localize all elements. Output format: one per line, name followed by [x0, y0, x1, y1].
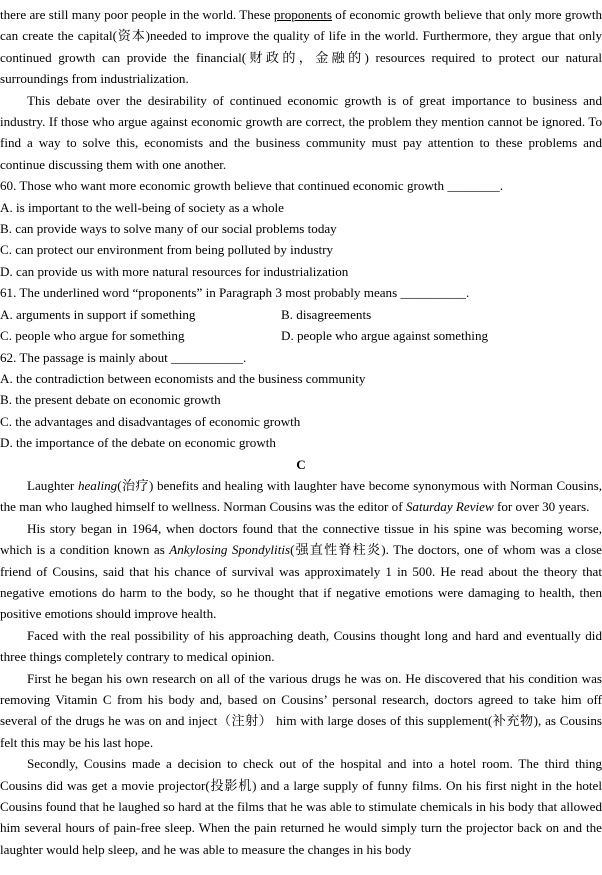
question-60-option-b: B. can provide ways to solve many of our social problems today — [0, 221, 337, 237]
question-61-option-a: A. arguments in support if something — [0, 306, 196, 322]
question-62-option-c: C. the advantages and disadvantages of economic growth — [0, 413, 301, 429]
paragraph-debate: This debate over the desirability of continued economic growth is of great importance to business and industry. If those who argue against economic growth are correct, the problem they mention cannot be ignored. To find a way to solve this, economists and the business community must pay attention to these problems and continue discussing them with one another. — [0, 92, 602, 172]
question-62-option-d: D. the importance of the debate on economic growth — [0, 435, 276, 451]
italic-term: Saturday Review — [405, 499, 494, 515]
paragraph-faced-death: Faced with the real possibility of his approaching death, Cousins thought long and hard and eventually did three things completely contrary to medical opinion. — [0, 627, 602, 665]
italic-term: Ankylosing Spondylitis — [169, 542, 291, 558]
question-61-option-d: D. people who argue against something — [281, 328, 489, 344]
section-heading: C — [296, 456, 306, 472]
question-61-options-row-2 — [0, 325, 602, 346]
italic-term: healing — [77, 477, 118, 493]
paragraph-laughter-healing — [0, 475, 602, 518]
question-60-option-d: D. can provide us with more natural resources for industrialization — [0, 263, 349, 279]
paragraph-text: there are still many poor people in the world. These — [0, 7, 274, 22]
question-60-stem: 60. Those who want more economic growth believe that continued economic growth ________. — [0, 178, 504, 194]
paragraph-text: (治疗) benefits and healing with laughter have become synonymous with Norman Cousins, the man who laughed himself to wellness. Norman Cousins was the editor of — [0, 477, 602, 515]
paragraph-own-research: First he began his own research on all of the various drugs he was on. He discovered that his condition was removing Vitamin C from his body and, based on Cousins’ personal research, doctors agreed to take him off several of the drugs he was on and inject（注射） him with large doses of this supplement(补充物), as Cousins felt this may be his last hope. — [0, 670, 602, 750]
question-62-stem: 62. The passage is mainly about ___________. — [0, 349, 247, 365]
question-61-stem: 61. The underlined word “proponents” in Paragraph 3 most probably means __________. — [0, 285, 470, 301]
question-61-option-b: B. disagreements — [281, 306, 372, 322]
paragraph-text: (强直性脊柱炎). The doctors, one of whom was a close friend of Cousins, said that his chance of survival was approximately 1 in 500. He read about the theory that negative emotions do harm to the body, so he thought that if negative emotions were damaging to health, then positive emotions should improve health. — [0, 542, 602, 622]
underlined-word-proponents: proponents — [273, 7, 332, 22]
question-60-option-c: C. can protect our environment from being polluted by industry — [0, 242, 334, 258]
paragraph-growth-proponents — [0, 4, 602, 90]
question-62-option-b: B. the present debate on economic growth — [0, 392, 221, 408]
paragraph-text: for over 30 years. — [493, 499, 590, 515]
paragraph-story-began — [0, 518, 602, 625]
paragraph-text: of economic growth believe that only more growth can create the capital(资本)needed to improve the quality of life in the world. Furthermore, they argue that only continued growth can provide the financial(财政的，金融的) resources required to protect our natural surroundings from industrialization. — [0, 7, 602, 87]
question-61-option-c: C. people who argue for something — [0, 328, 185, 344]
question-61-options-row-1 — [0, 304, 602, 325]
question-62-option-a: A. the contradiction between economists and the business community — [0, 370, 366, 386]
question-60-option-a: A. is important to the well-being of society as a whole — [0, 199, 284, 215]
paragraph-hotel-films: Secondly, Cousins made a decision to check out of the hospital and into a hotel room. The third thing Cousins did was get a movie projector(投影机) and a large supply of funny films. On his first night in the hotel Cousins found that he laughed so hard at the films that he was able to stimulate chemicals in his body that allowed him several hours of pain-free sleep. When the pain returned he would simply turn the projector back on and the laughter would help sleep, and he was able to measure the changes in his body — [0, 756, 602, 857]
paragraph-text: His story began in 1964, when doctors found that the connective tissue in his spine was becoming worse, which is a condition known as — [0, 520, 602, 558]
paragraph-text: Laughter — [27, 477, 78, 493]
